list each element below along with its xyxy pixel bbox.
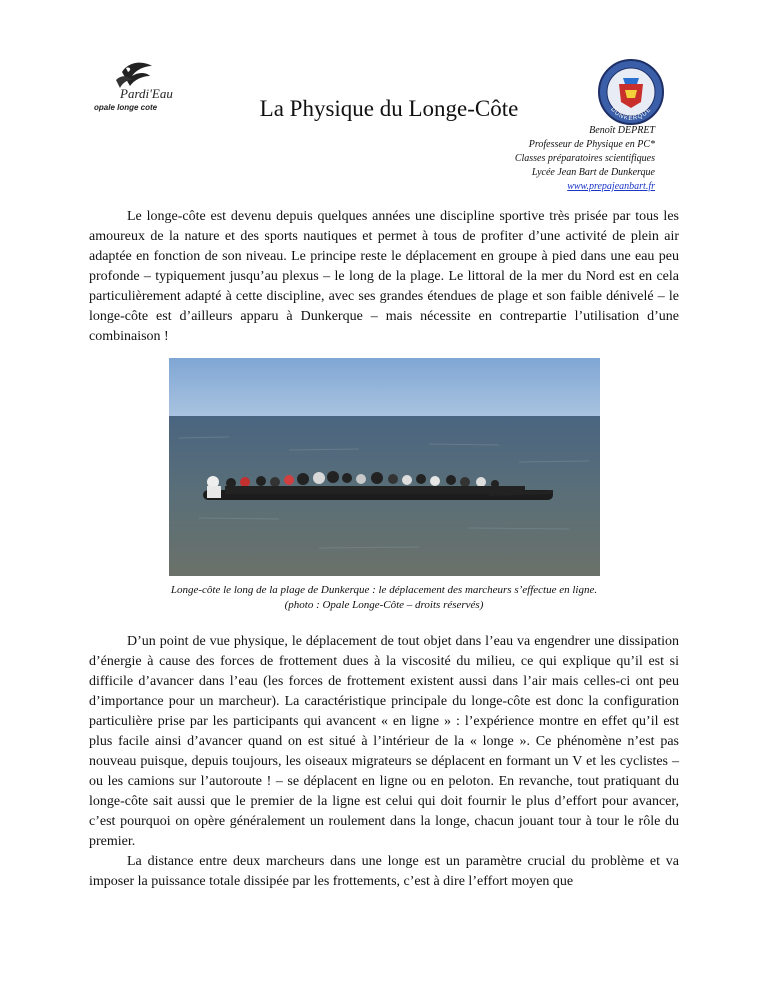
author-role: Professeur de Physique en PC*	[528, 139, 655, 150]
logo-left-subtext: opale longe cote	[94, 103, 158, 112]
body-text	[89, 632, 679, 892]
body-paragraph-2: La distance entre deux marcheurs dans une longe est un paramètre crucial du problème et va imposer la puissance totale dissipée par les frottements, c’est à dire l’effort moyen que	[89, 854, 679, 889]
logo-left-text: Pardi'Eau	[120, 86, 173, 101]
author-block	[515, 124, 655, 194]
author-classes: Classes préparatoires scientifiques	[514, 153, 655, 164]
body-paragraph-1: D’un point de vue physique, le déplacement de tout objet dans l’eau va engendrer une dissipation d’énergie à cause des forces de frottement dues à la viscosité du milieu, ce qui explique qu’il est si difficile d’avancer dans l’eau (les forces de frottement existent aussi dans l’air mais celles-ci ont peu d’importance pour un marcheur). La caractéristique principale du longe-côte est donc la configuration particulière prise par les participants qui avancent « en ligne » : l’expérience montre en effet qu’il est plus facile ainsi d’avancer quand on est situé à l’intérieur de la « longe ». Ce phénomène n’est pas nouveau puisque, depuis toujours, les oiseaux migrateurs se déplacent en formant un V et les cyclistes – ou les camions sur l’autoroute ! – se déplacent en ligne ou en peloton. En revanche, tout pratiquant du longe-côte sait aussi que le premier de la ligne est celui qui doit fournir le plus d’effort pour avancer, c’est pourquoi on opère généralement un roulement dans la longe, chacun jouant tour à tour le rôle du premier.	[89, 634, 679, 849]
author-school: Lycée Jean Bart de Dunkerque	[531, 167, 655, 178]
author-name: Benoît DEPRET	[589, 125, 655, 136]
logo-right-text: DUNKERQUE	[609, 106, 653, 123]
caption-line2: (photo : Opale Longe-Côte – droits réservés)	[284, 599, 484, 611]
figure-caption	[0, 583, 768, 613]
caption-line1: Longe-côte le long de la plage de Dunkerque : le déplacement des marcheurs s’effectue en ligne.	[170, 584, 598, 596]
intro-paragraph: Le longe-côte est devenu depuis quelques années une discipline sportive très prisée par tous les amoureux de la nature et des sports nautiques et permet à tous de profiter d’une activité de plein air adaptée en fonction de son niveau. Le principe reste le déplacement en groupe à pied dans une eau peu profonde – typiquement jusqu’au plexus – le long de la plage. Le littoral de la mer du Nord est en cela particulièrement adapté à cette discipline, avec ses grandes étendues de plage et son faible dénivelé – le longe-côte est d’ailleurs apparu à Dunkerque – mais nécessite en contrepartie l’utilisation d’une combinaison !	[89, 209, 679, 344]
longe-cote-photo	[169, 358, 600, 576]
page-title: La Physique du Longe-Côte	[259, 96, 519, 121]
website-link[interactable]: www.prepajeanbart.fr	[567, 181, 655, 192]
